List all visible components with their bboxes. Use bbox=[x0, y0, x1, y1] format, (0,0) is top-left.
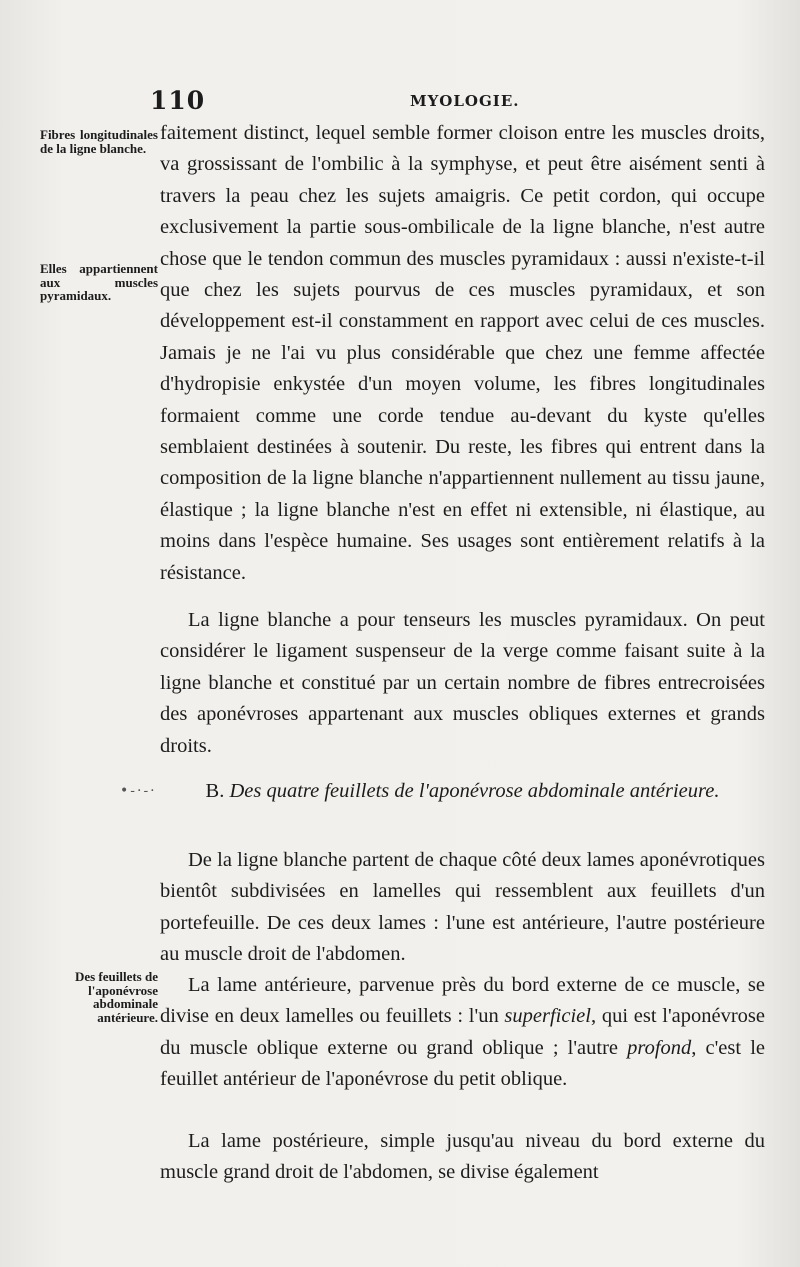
paragraph-ligne-blanche: faitement distinct, lequel semble former cloison entre les muscles droits, va grossissant de l'ombilic à la symphyse, et peut être aisément senti à travers la peau chez les sujets amaigris. Ce petit cordon, qui occupe exclusivement la partie sous-ombilicale de la ligne blanche, n'est autre chose que le tendon commun des muscles pyramidaux : aussi n'existe-t-il que chez les sujets pourvus de ces muscles pyramidaux, et son développement est-il constamment en rapport avec celui de ces muscles. Jamais je ne l'ai vu plus considérable que chez une femme affectée d'hydropisie enkystée d'un moyen volume, les fibres longitudinales formaient comme une corde tendue au-devant du kyste qu'elles semblaient destinées à soutenir. Du reste, les fibres qui entrent dans la composition de la ligne blanche n'appartiennent nullement au tissu jaune, élastique ; la ligne blanche n'est en effet ni extensible, ni élastique, au moins dans l'espèce humaine. Ses usages sont entièrement relatifs à la résistance. bbox=[160, 122, 765, 584]
lame-ant-text-2: , qui est l'aponévrose du muscle oblique externe ou grand oblique ; l'autre bbox=[160, 1005, 765, 1059]
page-header bbox=[150, 86, 750, 116]
lame-ant-text-3: , c'est le feuillet antérieur de l'aponévrose du petit oblique. bbox=[160, 1036, 765, 1091]
section-title: Des quatre feuillets de l'aponévrose abdominale antérieure. bbox=[229, 780, 720, 802]
paragraph-lames: De la ligne blanche partent de chaque côté deux lames aponévrotiques bientôt subdivisées en lamelles qui ressemblent aux feuillets d'un portefeuille. De ces deux lames : l'une est antérieure, l'autre postérieure au muscle droit de l'abdomen. bbox=[160, 849, 765, 966]
paragraph-lame-anterieure bbox=[160, 970, 765, 1096]
margin-note-feuillets: Des feuillets de l'aponévrose abdominale antérieure. bbox=[74, 969, 158, 1025]
section-letter: B. bbox=[205, 780, 225, 802]
term-superficiel: superficiel bbox=[504, 1005, 591, 1028]
margin-note-fibres: Fibres longitudinales de la ligne blanche. bbox=[40, 127, 158, 156]
term-profond: profond bbox=[627, 1036, 692, 1059]
lame-ant-text-1: La lame antérieure, parvenue près du bord externe de ce muscle, se divise en deux lamelles ou feuillets : l'un bbox=[160, 974, 765, 1028]
paragraph-tenseurs: La ligne blanche a pour tenseurs les muscles pyramidaux. On peut considérer le ligament suspenseur de la verge comme faisant suite à la ligne blanche et constitué par un certain nombre de fibres entrecroisées des aponévroses appartenant aux muscles obliques externes et grands droits. bbox=[160, 609, 765, 757]
page-number: 110 bbox=[150, 86, 206, 115]
running-head: MYOLOGIE. bbox=[410, 92, 520, 110]
margin-note-pyramidaux: Elles appartiennent aux muscles pyramidaux. bbox=[40, 261, 158, 303]
section-heading bbox=[160, 778, 765, 804]
margin-mark: •-·-· bbox=[120, 783, 157, 799]
paragraph-lame-posterieure: La lame postérieure, simple jusqu'au niveau du bord externe du muscle grand droit de l'abdomen, se divise également bbox=[160, 1130, 765, 1184]
